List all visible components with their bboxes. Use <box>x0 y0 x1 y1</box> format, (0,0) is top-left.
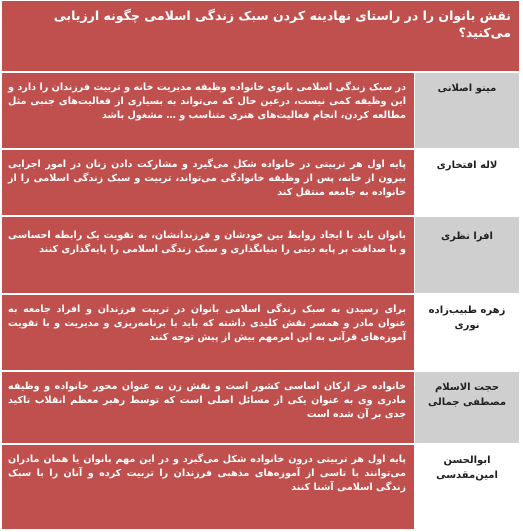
opinion-cell: پایه اول هر تربیتی درون خانواده شکل می‌گیرد و در این مهم بانوان یا همان مادران می‌توانند با تاسی از آموزه‌های مذهبی فرزندان را تربیت کرده و آنان را با سبک زندگی اسلامی آشنا کنند <box>1 444 415 530</box>
opinion-cell: بانوان باید با ایجاد روابط بین خودشان و فرزندانشان، به تقویت یک رابطه احساسی و با صداقت بر پایه دینی را بنیانگذاری و سبک زندگی اسلامی را پایه‌گذاری کنند <box>1 216 415 294</box>
name-cell: حجت الاسلام مصطفی جمالی <box>414 371 520 444</box>
opinion-cell: پایه اول هر تربیتی در خانواده شکل می‌گیرد و مشارکت دادن زنان در امور اجرایی بیرون از خانه، پس از وظیفه خانوادگی می‌تواند، تربیت و سبک زندگی اسلامی را از خانواده به جامعه منتقل کند <box>1 149 415 216</box>
opinion-cell: خانواده جز ارکان اساسی کشور است و نقش زن به عنوان محور خانواده و وظیفه مادری وی به عنوان یکی از مسائل اصلی است که توسط رهبر معظم انقلاب تاکید جدی بر آن شده است <box>1 371 415 444</box>
table-row <box>1 149 520 216</box>
table-row <box>1 216 520 294</box>
table-header: نقش بانوان را در راستای نهادینه کردن سبک زندگی اسلامی چگونه ارزیابی می‌کنید؟ <box>1 0 520 72</box>
table-row <box>1 72 520 149</box>
table-row <box>1 294 520 371</box>
table-row <box>1 371 520 444</box>
name-cell: افرا نظری <box>414 216 520 294</box>
name-cell: مینو اصلانی <box>414 72 520 149</box>
table-row <box>1 444 520 530</box>
name-cell: ابوالحسن امین‌مقدسی <box>414 444 520 530</box>
name-cell: زهره طبیب‌زاده نوری <box>414 294 520 371</box>
opinion-cell: برای رسیدن به سبک زندگی اسلامی بانوان در تربیت فرزندان و افراد جامعه به عنوان مادر و همسر نقش کلیدی داشته که باید با برنامه‌ریزی و مدیریت و با تقویت آموزه‌های قرآنی به این امرمهم بیش از پیش توجه کنند <box>1 294 415 371</box>
name-cell: لاله افتخاری <box>414 149 520 216</box>
opinion-cell: در سبک زندگی اسلامی بانوی خانواده وظیفه مدیریت خانه و تربیت فرزندان را دارد و این وظیفه کمی نیست، درعین حال که می‌تواند به بسیاری از فعالیت‌های جنبی مثل مطالعه کردن، انجام فعالیت‌های هنری متناسب و … مشغول باشد <box>1 72 415 149</box>
